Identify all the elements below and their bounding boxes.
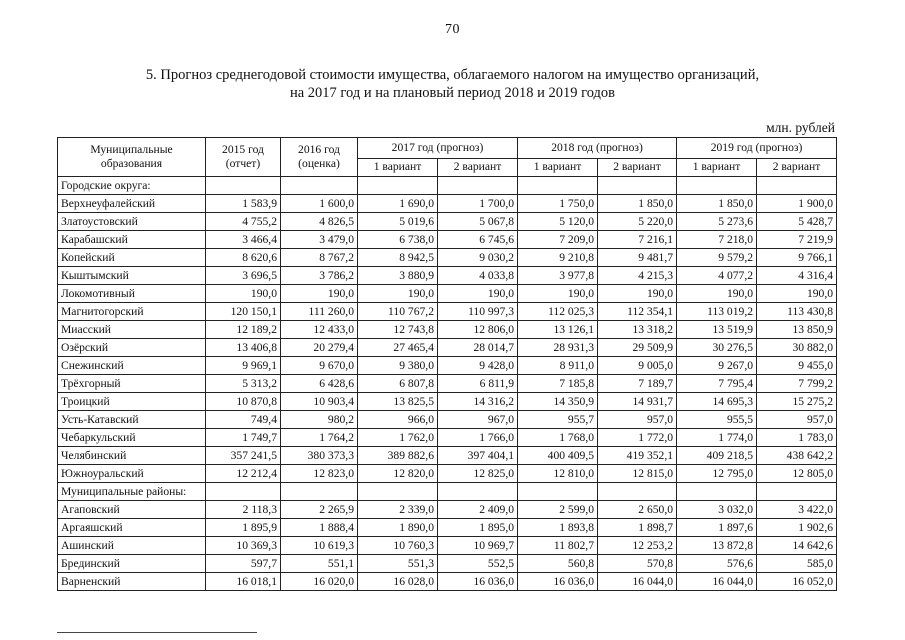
- value-cell: 16 052,0: [757, 573, 837, 591]
- municipality-name: Миасский: [58, 321, 206, 339]
- value-cell: 10 969,7: [438, 537, 518, 555]
- table-row: [58, 231, 837, 249]
- municipality-name: Усть-Катавский: [58, 411, 206, 429]
- municipality-name: Снежинский: [58, 357, 206, 375]
- value-cell: 2 650,0: [598, 501, 677, 519]
- value-cell: 980,2: [281, 411, 358, 429]
- value-cell: 560,8: [518, 555, 598, 573]
- value-cell: 2 265,9: [281, 501, 358, 519]
- value-cell: 8 620,6: [206, 249, 281, 267]
- empty-cell: [358, 177, 438, 195]
- footnote-rule: [57, 632, 257, 633]
- value-cell: 12 825,0: [438, 465, 518, 483]
- value-cell: 7 218,0: [677, 231, 757, 249]
- empty-cell: [677, 177, 757, 195]
- value-cell: 955,7: [518, 411, 598, 429]
- value-cell: 2 599,0: [518, 501, 598, 519]
- value-cell: 7 219,9: [757, 231, 837, 249]
- value-cell: 570,8: [598, 555, 677, 573]
- value-cell: 357 241,5: [206, 447, 281, 465]
- empty-cell: [518, 177, 598, 195]
- value-cell: 397 404,1: [438, 447, 518, 465]
- section-label: Муниципальные районы:: [58, 483, 206, 501]
- value-cell: 8 767,2: [281, 249, 358, 267]
- value-cell: 12 743,8: [358, 321, 438, 339]
- table-row: [58, 303, 837, 321]
- empty-cell: [281, 177, 358, 195]
- value-cell: 16 018,1: [206, 573, 281, 591]
- value-cell: 16 044,0: [598, 573, 677, 591]
- value-cell: 12 805,0: [757, 465, 837, 483]
- empty-cell: [757, 177, 837, 195]
- header-2016: 2016 год (оценка): [281, 138, 358, 177]
- value-cell: 1 600,0: [281, 195, 358, 213]
- value-cell: 1 898,7: [598, 519, 677, 537]
- value-cell: 12 823,0: [281, 465, 358, 483]
- municipality-name: Златоустовский: [58, 213, 206, 231]
- municipality-name: Брединский: [58, 555, 206, 573]
- title-line-1: 5. Прогноз среднегодовой стоимости имущества, облагаемого налогом на имущество организаций,: [145, 67, 760, 83]
- value-cell: 28 014,7: [438, 339, 518, 357]
- table-row: [58, 411, 837, 429]
- municipality-name: Варненский: [58, 573, 206, 591]
- municipality-name: Ашинский: [58, 537, 206, 555]
- value-cell: 3 696,5: [206, 267, 281, 285]
- value-cell: 7 189,7: [598, 375, 677, 393]
- value-cell: 190,0: [438, 285, 518, 303]
- section-row: [58, 177, 837, 195]
- value-cell: 12 820,0: [358, 465, 438, 483]
- units-label: млн. рублей: [766, 120, 835, 135]
- table-row: [58, 339, 837, 357]
- value-cell: 8 911,0: [518, 357, 598, 375]
- value-cell: 552,5: [438, 555, 518, 573]
- table-row: [58, 213, 837, 231]
- municipality-name: Агаповский: [58, 501, 206, 519]
- value-cell: 1 768,0: [518, 429, 598, 447]
- value-cell: 1 700,0: [438, 195, 518, 213]
- section-row: [58, 483, 837, 501]
- value-cell: 16 036,0: [438, 573, 518, 591]
- value-cell: 3 422,0: [757, 501, 837, 519]
- value-cell: 110 997,3: [438, 303, 518, 321]
- value-cell: 12 795,0: [677, 465, 757, 483]
- municipality-name: Чебаркульский: [58, 429, 206, 447]
- value-cell: 113 019,2: [677, 303, 757, 321]
- value-cell: 1 902,6: [757, 519, 837, 537]
- section-label: Городские округа:: [58, 177, 206, 195]
- value-cell: 1 850,0: [598, 195, 677, 213]
- value-cell: 120 150,1: [206, 303, 281, 321]
- value-cell: 9 969,1: [206, 357, 281, 375]
- value-cell: 551,1: [281, 555, 358, 573]
- value-cell: 190,0: [757, 285, 837, 303]
- municipality-name: Южноуральский: [58, 465, 206, 483]
- empty-cell: [438, 177, 518, 195]
- value-cell: 9 030,2: [438, 249, 518, 267]
- value-cell: 14 642,6: [757, 537, 837, 555]
- value-cell: 13 318,2: [598, 321, 677, 339]
- value-cell: 113 430,8: [757, 303, 837, 321]
- value-cell: 967,0: [438, 411, 518, 429]
- value-cell: 190,0: [206, 285, 281, 303]
- value-cell: 1 772,0: [598, 429, 677, 447]
- value-cell: 8 942,5: [358, 249, 438, 267]
- municipality-name: Аргаяшский: [58, 519, 206, 537]
- value-cell: 5 019,6: [358, 213, 438, 231]
- table-row: [58, 573, 837, 591]
- value-cell: 14 931,7: [598, 393, 677, 411]
- table-row: [58, 555, 837, 573]
- value-cell: 551,3: [358, 555, 438, 573]
- value-cell: 14 316,2: [438, 393, 518, 411]
- value-cell: 13 825,5: [358, 393, 438, 411]
- value-cell: 1 749,7: [206, 429, 281, 447]
- value-cell: 6 738,0: [358, 231, 438, 249]
- value-cell: 1 764,2: [281, 429, 358, 447]
- table-body: [58, 177, 837, 591]
- header-2018-variant-2: 2 вариант: [598, 158, 677, 176]
- value-cell: 1 750,0: [518, 195, 598, 213]
- value-cell: 3 880,9: [358, 267, 438, 285]
- value-cell: 409 218,5: [677, 447, 757, 465]
- value-cell: 16 028,0: [358, 573, 438, 591]
- value-cell: 6 428,6: [281, 375, 358, 393]
- value-cell: 1 774,0: [677, 429, 757, 447]
- value-cell: 10 870,8: [206, 393, 281, 411]
- value-cell: 9 455,0: [757, 357, 837, 375]
- value-cell: 380 373,3: [281, 447, 358, 465]
- value-cell: 4 077,2: [677, 267, 757, 285]
- value-cell: 1 762,0: [358, 429, 438, 447]
- value-cell: 10 903,4: [281, 393, 358, 411]
- value-cell: 4 826,5: [281, 213, 358, 231]
- municipality-name: Челябинский: [58, 447, 206, 465]
- value-cell: 3 786,2: [281, 267, 358, 285]
- value-cell: 6 745,6: [438, 231, 518, 249]
- value-cell: 1 783,0: [757, 429, 837, 447]
- value-cell: 15 275,2: [757, 393, 837, 411]
- value-cell: 1 888,4: [281, 519, 358, 537]
- value-cell: 9 267,0: [677, 357, 757, 375]
- header-2019-variant-1: 1 вариант: [677, 158, 757, 176]
- municipality-name: Троицкий: [58, 393, 206, 411]
- municipality-name: Локомотивный: [58, 285, 206, 303]
- value-cell: 28 931,3: [518, 339, 598, 357]
- value-cell: 1 895,9: [206, 519, 281, 537]
- value-cell: 6 807,8: [358, 375, 438, 393]
- page-number: 70: [445, 22, 460, 37]
- empty-cell: [598, 177, 677, 195]
- value-cell: 112 025,3: [518, 303, 598, 321]
- value-cell: 9 766,1: [757, 249, 837, 267]
- value-cell: 438 642,2: [757, 447, 837, 465]
- document-title: [60, 66, 845, 102]
- value-cell: 190,0: [281, 285, 358, 303]
- value-cell: 12 806,0: [438, 321, 518, 339]
- value-cell: 7 799,2: [757, 375, 837, 393]
- table-row: [58, 357, 837, 375]
- value-cell: 7 185,8: [518, 375, 598, 393]
- table-row: [58, 465, 837, 483]
- value-cell: 12 815,0: [598, 465, 677, 483]
- value-cell: 4 316,4: [757, 267, 837, 285]
- table-row: [58, 519, 837, 537]
- value-cell: 5 428,7: [757, 213, 837, 231]
- value-cell: 12 433,0: [281, 321, 358, 339]
- value-cell: 9 428,0: [438, 357, 518, 375]
- value-cell: 13 126,1: [518, 321, 598, 339]
- value-cell: 110 767,2: [358, 303, 438, 321]
- empty-cell: [438, 483, 518, 501]
- header-2017-variant-2: 2 вариант: [438, 158, 518, 176]
- value-cell: 1 890,0: [358, 519, 438, 537]
- value-cell: 400 409,5: [518, 447, 598, 465]
- value-cell: 27 465,4: [358, 339, 438, 357]
- value-cell: 190,0: [518, 285, 598, 303]
- header-2019-variant-2: 2 вариант: [757, 158, 837, 176]
- value-cell: 190,0: [358, 285, 438, 303]
- value-cell: 14 695,3: [677, 393, 757, 411]
- value-cell: 30 276,5: [677, 339, 757, 357]
- value-cell: 14 350,9: [518, 393, 598, 411]
- header-2017: 2017 год (прогноз): [358, 138, 518, 159]
- value-cell: 576,6: [677, 555, 757, 573]
- municipality-name: Верхнеуфалейский: [58, 195, 206, 213]
- empty-cell: [206, 177, 281, 195]
- table-row: [58, 321, 837, 339]
- title-line-2: на 2017 год и на плановый период 2018 и 2019 годов: [289, 85, 616, 101]
- header-2019: 2019 год (прогноз): [677, 138, 837, 159]
- empty-cell: [518, 483, 598, 501]
- value-cell: 12 253,2: [598, 537, 677, 555]
- header-2018-variant-1: 1 вариант: [518, 158, 598, 176]
- value-cell: 4 755,2: [206, 213, 281, 231]
- municipality-name: Озёрский: [58, 339, 206, 357]
- value-cell: 5 273,6: [677, 213, 757, 231]
- value-cell: 10 369,3: [206, 537, 281, 555]
- value-cell: 111 260,0: [281, 303, 358, 321]
- value-cell: 2 118,3: [206, 501, 281, 519]
- value-cell: 29 509,9: [598, 339, 677, 357]
- value-cell: 5 313,2: [206, 375, 281, 393]
- municipality-name: Магнитогорский: [58, 303, 206, 321]
- municipality-name: Кыштымский: [58, 267, 206, 285]
- value-cell: 5 067,8: [438, 213, 518, 231]
- value-cell: 4 033,8: [438, 267, 518, 285]
- empty-cell: [598, 483, 677, 501]
- table-row: [58, 537, 837, 555]
- value-cell: 5 220,0: [598, 213, 677, 231]
- empty-cell: [281, 483, 358, 501]
- value-cell: 7 209,0: [518, 231, 598, 249]
- value-cell: 9 670,0: [281, 357, 358, 375]
- table-row: [58, 393, 837, 411]
- value-cell: 1 895,0: [438, 519, 518, 537]
- table-row: [58, 501, 837, 519]
- value-cell: 9 210,8: [518, 249, 598, 267]
- value-cell: 1 583,9: [206, 195, 281, 213]
- empty-cell: [757, 483, 837, 501]
- value-cell: 13 872,8: [677, 537, 757, 555]
- empty-cell: [206, 483, 281, 501]
- empty-cell: [358, 483, 438, 501]
- value-cell: 16 044,0: [677, 573, 757, 591]
- value-cell: 10 760,3: [358, 537, 438, 555]
- header-municipality: Муниципальные образования: [58, 138, 206, 177]
- value-cell: 3 466,4: [206, 231, 281, 249]
- value-cell: 3 032,0: [677, 501, 757, 519]
- value-cell: 597,7: [206, 555, 281, 573]
- table-row: [58, 447, 837, 465]
- value-cell: 3 479,0: [281, 231, 358, 249]
- value-cell: 957,0: [598, 411, 677, 429]
- value-cell: 3 977,8: [518, 267, 598, 285]
- value-cell: 12 810,0: [518, 465, 598, 483]
- value-cell: 389 882,6: [358, 447, 438, 465]
- value-cell: 9 579,2: [677, 249, 757, 267]
- value-cell: 16 020,0: [281, 573, 358, 591]
- value-cell: 749,4: [206, 411, 281, 429]
- municipality-name: Копейский: [58, 249, 206, 267]
- table-row: [58, 285, 837, 303]
- value-cell: 12 212,4: [206, 465, 281, 483]
- value-cell: 30 882,0: [757, 339, 837, 357]
- value-cell: 16 036,0: [518, 573, 598, 591]
- table-row: [58, 249, 837, 267]
- value-cell: 190,0: [598, 285, 677, 303]
- value-cell: 20 279,4: [281, 339, 358, 357]
- value-cell: 9 005,0: [598, 357, 677, 375]
- value-cell: 190,0: [677, 285, 757, 303]
- value-cell: 2 409,0: [438, 501, 518, 519]
- value-cell: 6 811,9: [438, 375, 518, 393]
- value-cell: 1 900,0: [757, 195, 837, 213]
- value-cell: 1 850,0: [677, 195, 757, 213]
- value-cell: 10 619,3: [281, 537, 358, 555]
- value-cell: 7 216,1: [598, 231, 677, 249]
- municipality-name: Трёхгорный: [58, 375, 206, 393]
- value-cell: 1 766,0: [438, 429, 518, 447]
- value-cell: 966,0: [358, 411, 438, 429]
- value-cell: 1 690,0: [358, 195, 438, 213]
- value-cell: 585,0: [757, 555, 837, 573]
- value-cell: 1 893,8: [518, 519, 598, 537]
- header-2018: 2018 год (прогноз): [518, 138, 677, 159]
- value-cell: 4 215,3: [598, 267, 677, 285]
- value-cell: 955,5: [677, 411, 757, 429]
- value-cell: 957,0: [757, 411, 837, 429]
- header-2015: 2015 год (отчет): [206, 138, 281, 177]
- value-cell: 9 380,0: [358, 357, 438, 375]
- value-cell: 5 120,0: [518, 213, 598, 231]
- value-cell: 13 406,8: [206, 339, 281, 357]
- value-cell: 13 850,9: [757, 321, 837, 339]
- value-cell: 419 352,1: [598, 447, 677, 465]
- value-cell: 9 481,7: [598, 249, 677, 267]
- value-cell: 12 189,2: [206, 321, 281, 339]
- value-cell: 11 802,7: [518, 537, 598, 555]
- value-cell: 7 795,4: [677, 375, 757, 393]
- municipality-name: Карабашский: [58, 231, 206, 249]
- table-row: [58, 195, 837, 213]
- header-2017-variant-1: 1 вариант: [358, 158, 438, 176]
- property-value-table: [57, 137, 837, 591]
- table-row: [58, 267, 837, 285]
- value-cell: 13 519,9: [677, 321, 757, 339]
- value-cell: 1 897,6: [677, 519, 757, 537]
- value-cell: 112 354,1: [598, 303, 677, 321]
- table-row: [58, 375, 837, 393]
- empty-cell: [677, 483, 757, 501]
- table-row: [58, 429, 837, 447]
- value-cell: 2 339,0: [358, 501, 438, 519]
